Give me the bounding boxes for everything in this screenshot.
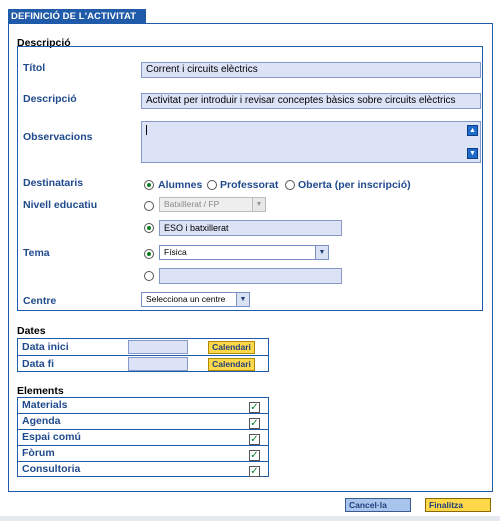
chevron-down-icon: ▼ xyxy=(315,246,328,259)
radio-oberta-label: Oberta (per inscripció) xyxy=(298,179,411,191)
element-consultoria-checkbox[interactable]: ✓ xyxy=(250,466,259,477)
row-divider xyxy=(18,429,268,430)
nivell-text-input[interactable]: ESO i batxillerat xyxy=(159,220,342,236)
tema-text-input[interactable] xyxy=(159,268,342,284)
observacions-textarea[interactable] xyxy=(141,121,481,163)
radio-tema-text[interactable] xyxy=(144,271,154,281)
data-fi-input[interactable] xyxy=(128,357,188,371)
section-dates: Dates xyxy=(17,325,46,337)
finish-button[interactable]: Finalitza xyxy=(425,498,491,512)
centre-select[interactable] xyxy=(141,292,250,307)
element-espai-checkbox[interactable]: ✓ xyxy=(250,434,259,445)
data-inici-label: Data inici xyxy=(22,341,69,353)
calendar-fi-button[interactable]: Calendari xyxy=(208,358,255,371)
nivell-select[interactable] xyxy=(159,197,266,212)
row-divider xyxy=(18,461,268,462)
row-divider xyxy=(18,445,268,446)
scroll-down-icon[interactable]: ▼ xyxy=(467,148,478,159)
centre-label: Centre xyxy=(23,295,57,307)
element-label: Materials xyxy=(22,399,68,411)
observacions-label: Observacions xyxy=(23,131,93,143)
section-elements: Elements xyxy=(17,385,64,397)
row-divider xyxy=(18,355,268,356)
text-caret xyxy=(146,125,147,135)
element-label: Agenda xyxy=(22,415,61,427)
tema-select-value: Física xyxy=(164,247,187,257)
data-fi-label: Data fi xyxy=(22,358,55,370)
tema-select[interactable] xyxy=(159,245,329,260)
tema-label: Tema xyxy=(23,247,50,259)
radio-nivell-select[interactable] xyxy=(144,201,154,211)
nivell-select-value: Batxillerat / FP xyxy=(164,199,220,209)
row-divider xyxy=(18,413,268,414)
radio-professorat-label: Professorat xyxy=(220,179,279,191)
radio-tema-select[interactable] xyxy=(144,249,154,259)
radio-nivell-text[interactable] xyxy=(144,223,154,233)
elements-box xyxy=(17,397,269,477)
radio-oberta[interactable] xyxy=(285,180,295,190)
centre-select-value: Selecciona un centre xyxy=(146,294,226,304)
element-label: Fòrum xyxy=(22,447,55,459)
element-label: Espai comú xyxy=(22,431,81,443)
element-label: Consultoria xyxy=(22,463,81,475)
descripcio-input[interactable]: Activitat per introduir i revisar conceptes bàsics sobre circuits elèctrics xyxy=(141,93,481,109)
radio-professorat[interactable] xyxy=(207,180,217,190)
descripcio-label: Descripció xyxy=(23,93,77,105)
element-forum-checkbox[interactable]: ✓ xyxy=(250,450,259,461)
cancel-button[interactable]: Cancel·la xyxy=(345,498,411,512)
form-title: DEFINICIÓ DE L'ACTIVITAT xyxy=(8,9,146,24)
element-materials-checkbox[interactable]: ✓ xyxy=(250,402,259,413)
titol-input[interactable]: Corrent i circuits elèctrics xyxy=(141,62,481,78)
radio-alumnes[interactable] xyxy=(144,180,154,190)
calendar-inici-button[interactable]: Calendari xyxy=(208,341,255,354)
dates-box xyxy=(17,338,269,372)
element-agenda-checkbox[interactable]: ✓ xyxy=(250,418,259,429)
chevron-down-icon: ▼ xyxy=(252,198,265,211)
section-descripcio: Descripció xyxy=(17,37,71,49)
bottom-bar xyxy=(0,516,500,521)
chevron-down-icon: ▼ xyxy=(236,293,249,306)
data-inici-input[interactable] xyxy=(128,340,188,354)
nivell-label: Nivell educatiu xyxy=(23,199,98,211)
scroll-up-icon[interactable]: ▲ xyxy=(467,125,478,136)
radio-alumnes-label: Alumnes xyxy=(158,179,203,191)
titol-label: Títol xyxy=(23,62,46,74)
destinataris-label: Destinataris xyxy=(23,177,84,189)
